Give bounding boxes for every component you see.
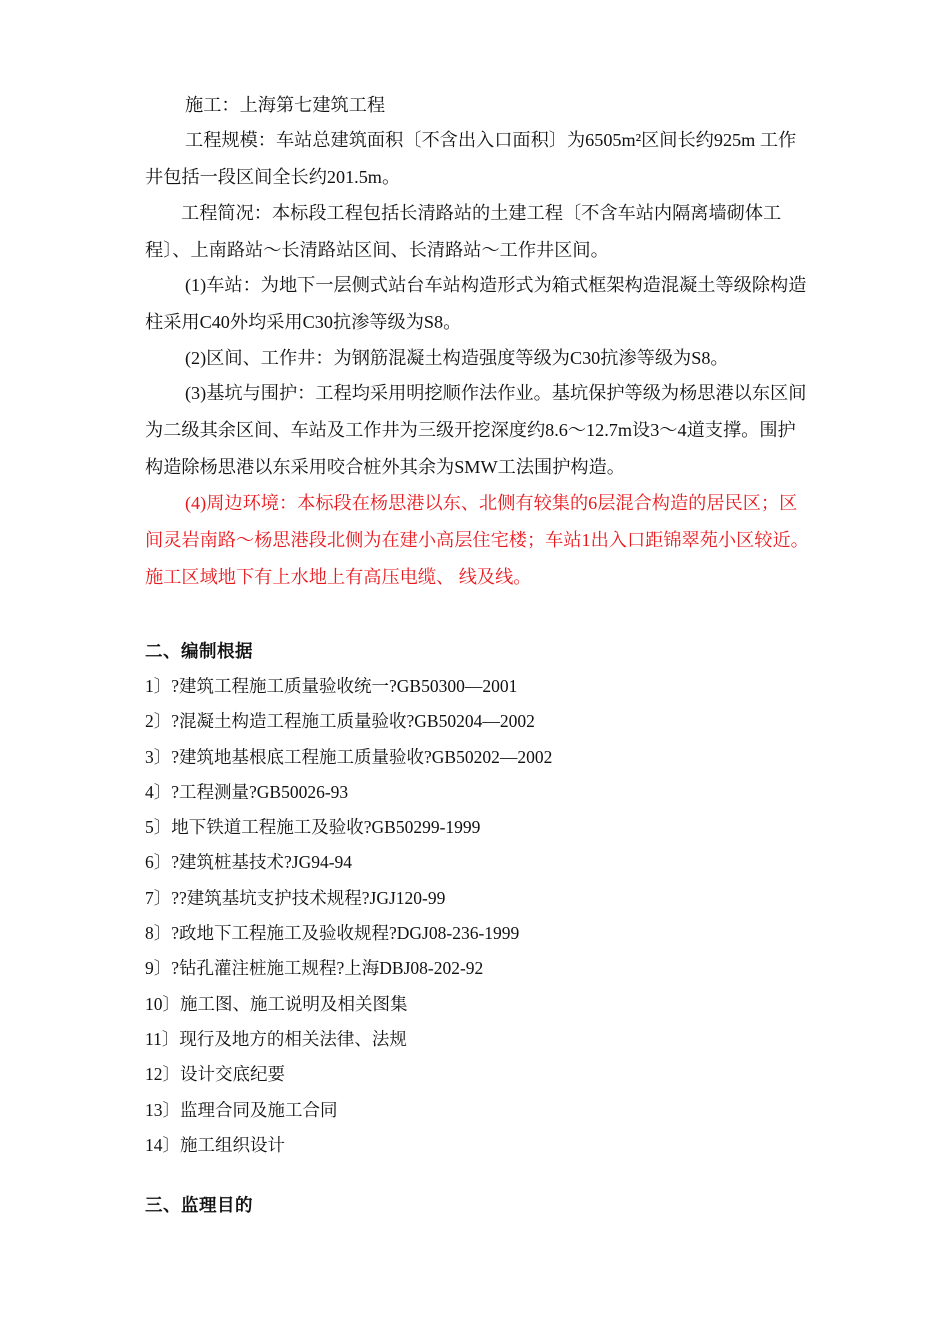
station-paragraph xyxy=(145,267,857,341)
list-item: 10〕施工图、施工说明及相关图集 xyxy=(145,993,408,1014)
list-item: 14〕施工组织设计 xyxy=(145,1134,285,1155)
contractor-line: 施工：上海第七建筑工程 xyxy=(185,95,386,115)
list-item: 6〕?建筑桩基技术?JG94-94 xyxy=(145,852,353,873)
scale-line-1: 工程规模：车站总建筑面积〔不含出入口面积〕为6505m²区间长约925m 工作 xyxy=(185,130,797,150)
environment-line-2: 间灵岩南路～杨思港段北侧为在建小高层住宅楼；车站1出入口距锦翠苑小区较近。 xyxy=(145,530,809,550)
list-item: 9〕?钻孔灌注桩施工规程?上海DBJ08-202-92 xyxy=(145,958,484,979)
environment-line-3: 施工区域地下有上水地上有高压电缆、 线及线。 xyxy=(145,567,532,587)
section3-heading: 三、监理目的 xyxy=(145,1196,253,1216)
section-tunnel-paragraph xyxy=(145,340,857,377)
list-item: 1〕?建筑工程施工质量验收统一?GB50300—2001 xyxy=(145,676,518,696)
section-tunnel-line: (2)区间、工作井：为钢筋混凝土构造强度等级为C30抗渗等级为S8。 xyxy=(185,348,729,368)
pit-paragraph xyxy=(145,375,857,486)
list-item: 4〕?工程测量?GB50026-93 xyxy=(145,781,349,802)
section2-heading: 二、编制根据 xyxy=(145,642,253,662)
summary-line-1: 工程简况：本标段工程包括长清路站的土建工程〔不含车站内隔离墙砌体工 xyxy=(181,203,782,223)
list-item: 2〕?混凝土构造工程施工质量验收?GB50204—2002 xyxy=(145,711,535,732)
contractor-paragraph xyxy=(145,87,857,124)
summary-paragraph xyxy=(145,195,857,269)
station-line-1: (1)车站：为地下一层侧式站台车站构造形式为箱式框架构造混凝土等级除构造 xyxy=(185,275,807,295)
station-line-2: 柱采用C40外均采用C30抗渗等级为S8。 xyxy=(145,312,462,332)
scale-line-2: 井包括一段区间全长约201.5m。 xyxy=(145,167,401,187)
list-item: 11〕现行及地方的相关法律、法规 xyxy=(145,1028,407,1049)
list-item: 3〕?建筑地基根底工程施工质量验收?GB50202—2002 xyxy=(145,746,553,767)
summary-line-2: 程〕、上南路站～长清路站区间、长清路站～工作井区间。 xyxy=(145,240,609,260)
list-item: 7〕??建筑基坑支护技术规程?JGJ120-99 xyxy=(145,887,446,908)
pit-line-2: 为二级其余区间、车站及工作井为三级开挖深度约8.6～12.7m设3～4道支撑。围护 xyxy=(145,420,796,440)
list-item: 12〕设计交底纪要 xyxy=(145,1064,285,1085)
pit-line-1: (3)基坑与围护：工程均采用明挖顺作法作业。基坑保护等级为杨思港以东区间 xyxy=(185,383,807,403)
list-item: 8〕?政地下工程施工及验收规程?DGJ08-236-1999 xyxy=(145,923,520,944)
list-item: 13〕监理合同及施工合同 xyxy=(145,1099,338,1120)
list-item: 5〕地下铁道工程施工及验收?GB50299-1999 xyxy=(145,817,481,838)
scale-paragraph xyxy=(145,122,857,196)
environment-paragraph xyxy=(145,485,857,596)
environment-line-1: (4)周边环境：本标段在杨思港以东、北侧有较集的6层混合构造的居民区；区 xyxy=(185,493,798,513)
basis-list xyxy=(145,669,552,1163)
pit-line-3: 构造除杨思港以东采用咬合桩外其余为SMW工法围护构造。 xyxy=(145,457,625,477)
